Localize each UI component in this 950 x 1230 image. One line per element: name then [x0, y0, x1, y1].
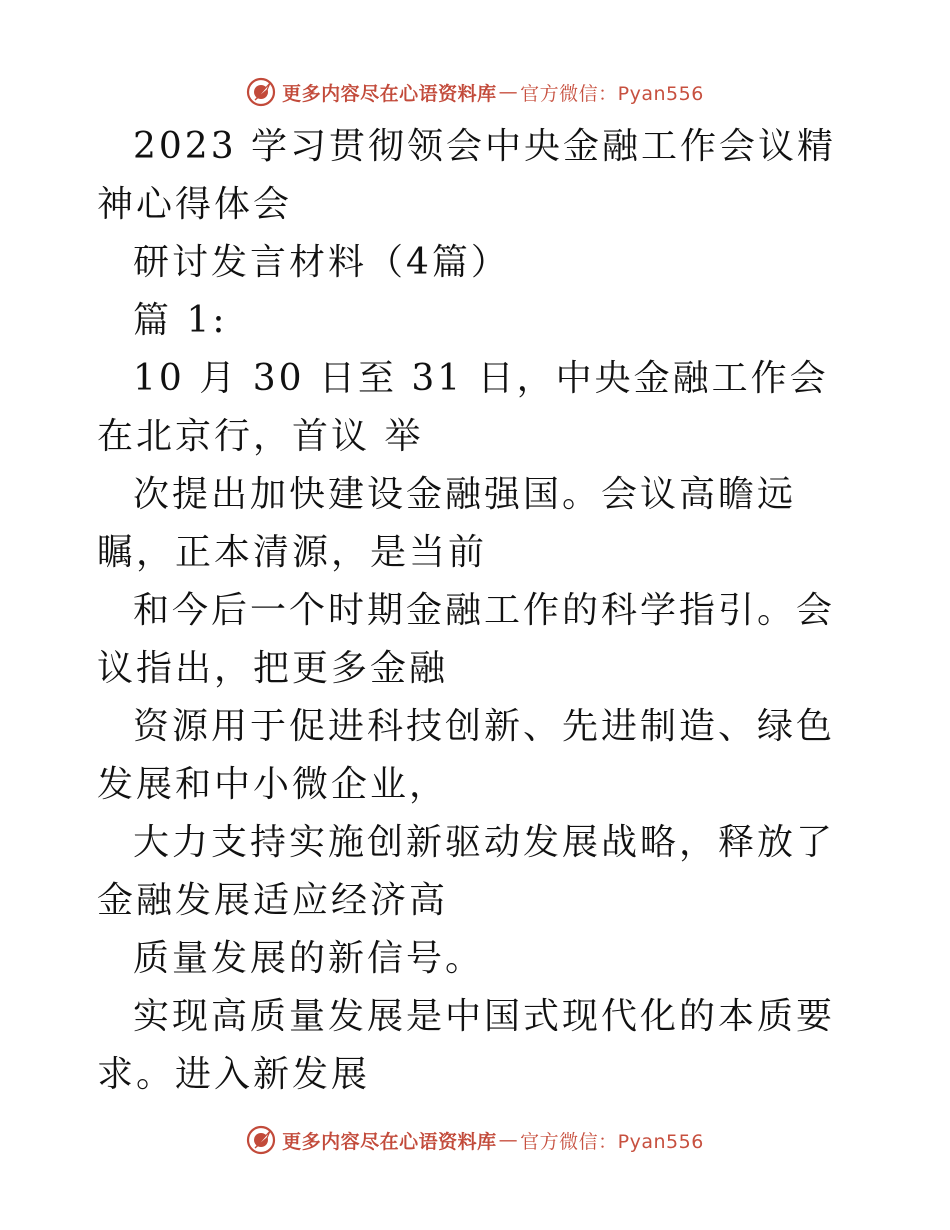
document-subtitle: 研讨发言材料（4篇）: [133, 242, 510, 283]
body-paragraph: 质量发展的新信号。: [133, 938, 485, 979]
document-body: [97, 118, 857, 1104]
section-heading: 篇 1:: [133, 300, 228, 341]
quill-logo-icon: [246, 1125, 276, 1155]
watermark-contact-text: 官方微信：Pyan556: [520, 1130, 704, 1153]
watermark-contact-text: 官方微信：Pyan556: [520, 82, 704, 105]
watermark-dash: —: [498, 81, 519, 103]
body-paragraph: 大力支持实施创新驱动发展战略，释放了金融发展适应经济高: [97, 822, 836, 921]
watermark-main-text: 更多内容尽在心语资料库: [282, 82, 497, 105]
header-watermark: [0, 70, 950, 114]
body-paragraph: 资源用于促进科技创新、先进制造、绿色发展和中小微企业，: [97, 706, 836, 805]
body-paragraph: 次提出加快建设金融强国。会议高瞻远瞩，正本清源，是当前: [97, 474, 797, 573]
footer-watermark: [0, 1118, 950, 1162]
quill-logo-icon: [246, 77, 276, 107]
body-paragraph: 实现高质量发展是中国式现代化的本质要求。进入新发展: [97, 996, 836, 1095]
watermark-main-text: 更多内容尽在心语资料库: [282, 1130, 497, 1153]
document-title: 2023 学习贯彻领会中央金融工作会议精神心得体会: [97, 126, 837, 225]
body-paragraph: 10 月 30 日至 31 日，中央金融工作会 在北京行，首议 举: [97, 358, 829, 457]
body-paragraph: 和今后一个时期金融工作的科学指引。会议指出，把更多金融: [97, 590, 836, 689]
watermark-dash: —: [498, 1129, 519, 1151]
